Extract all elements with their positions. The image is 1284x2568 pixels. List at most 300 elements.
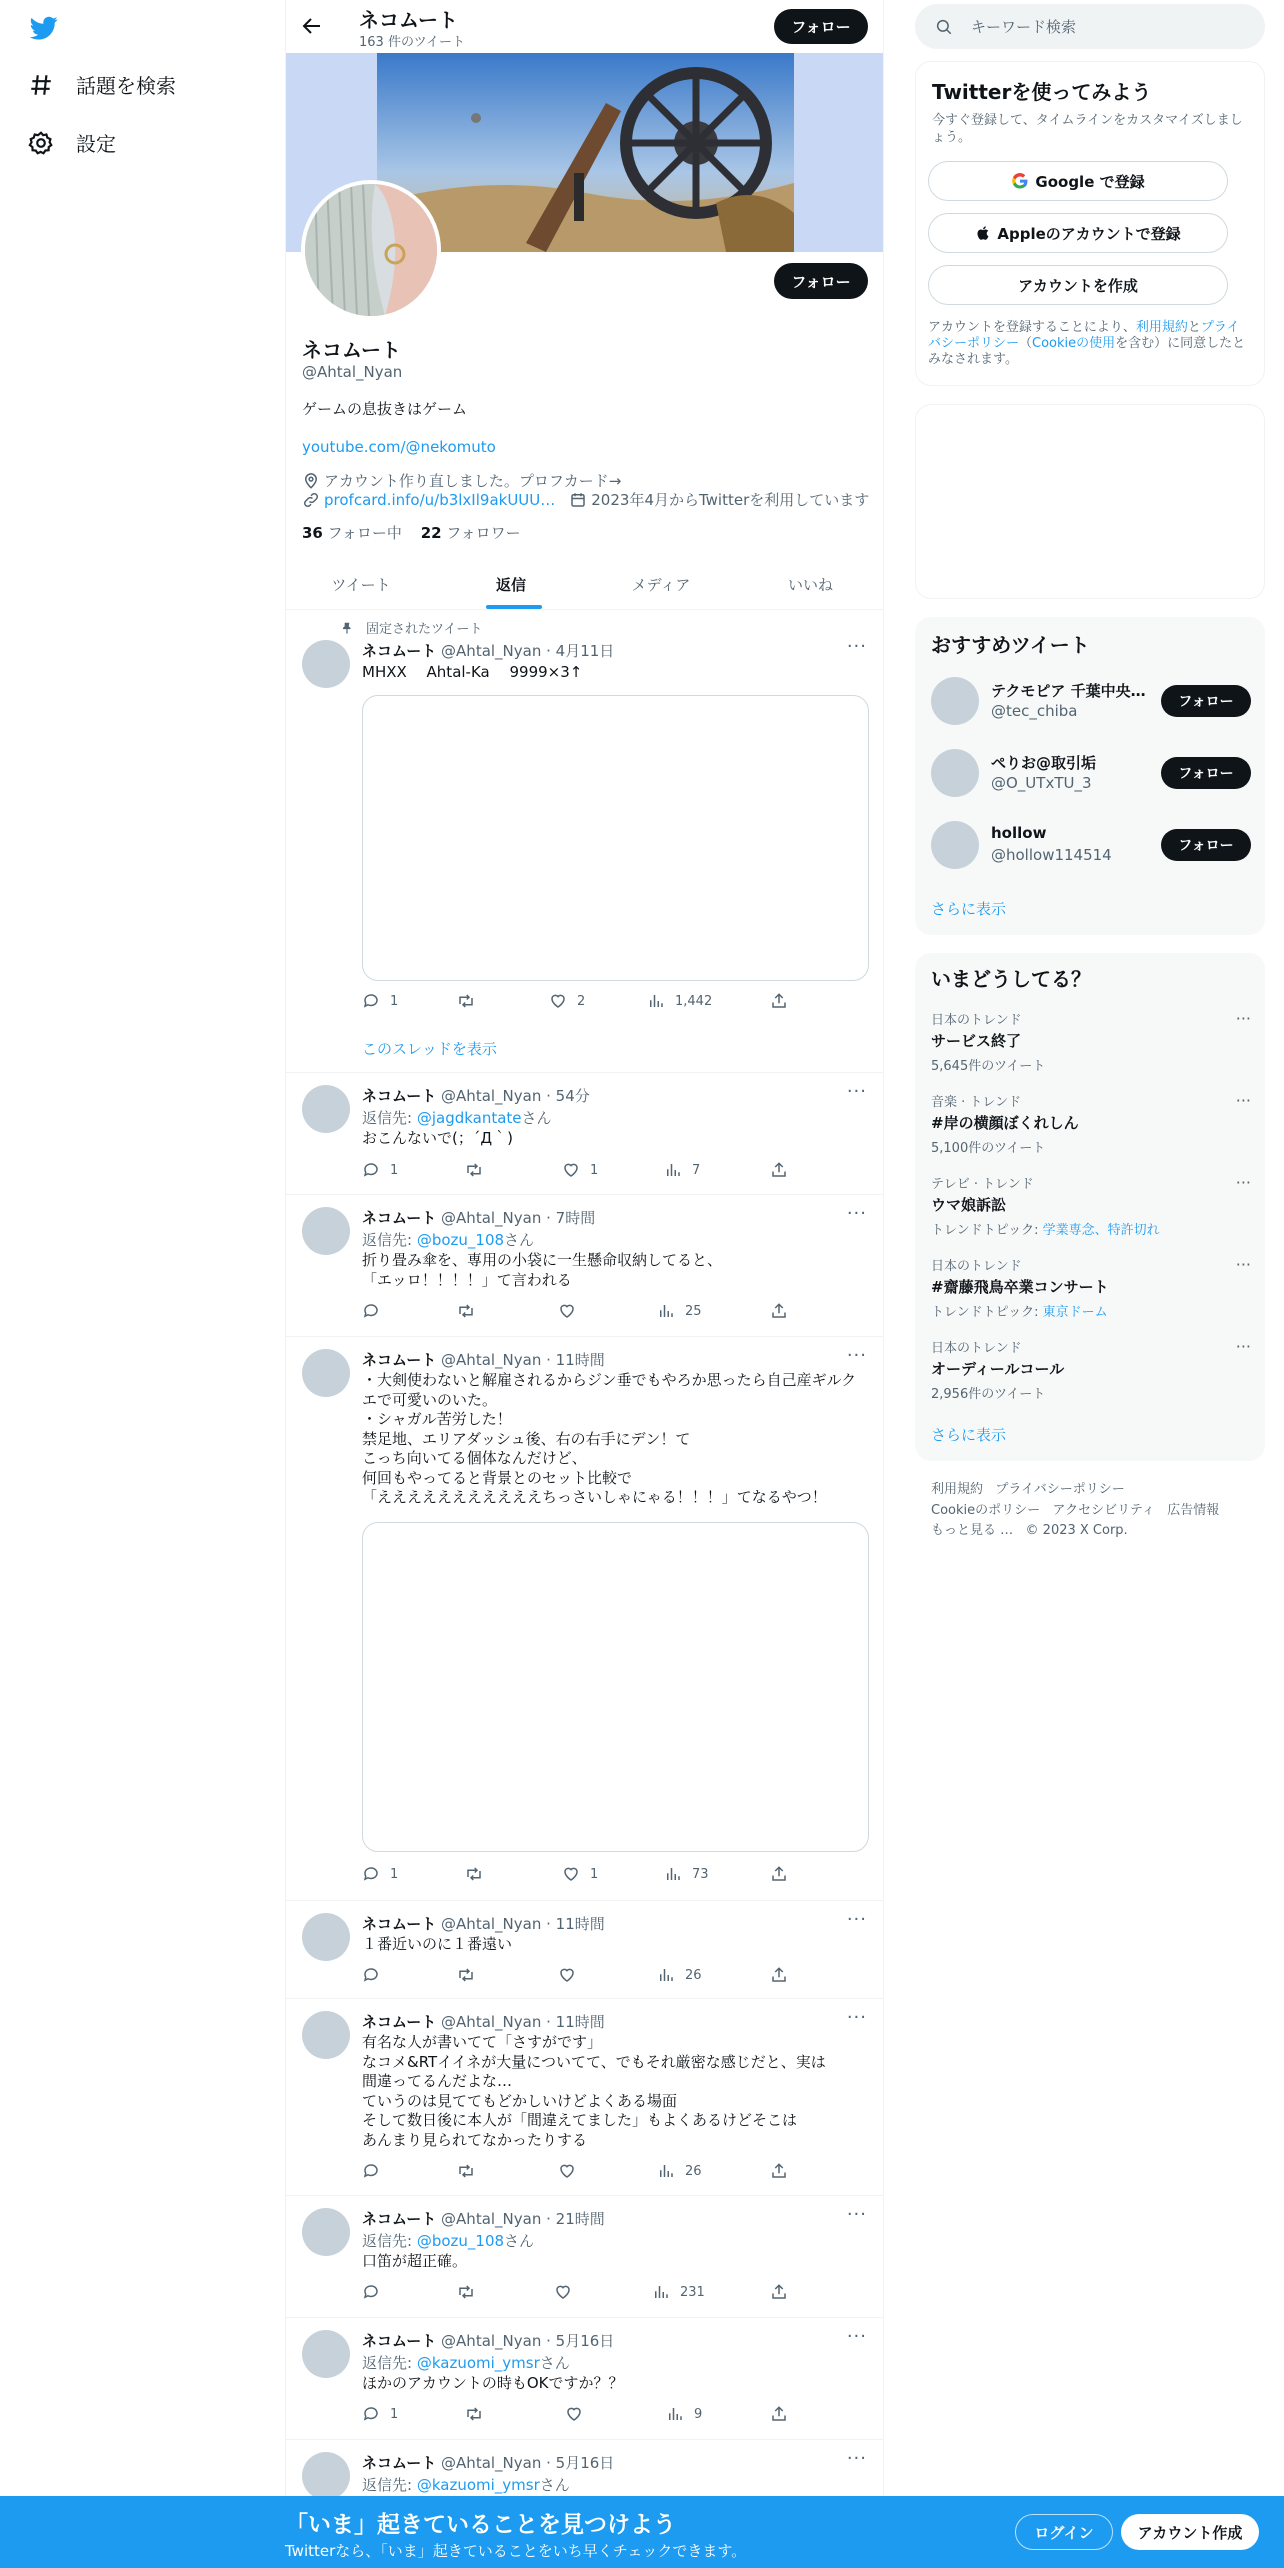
header-follow-button[interactable]: フォロー [774, 9, 868, 44]
like-button[interactable] [565, 2405, 593, 2423]
more-options-icon[interactable]: ··· [1235, 1337, 1251, 1356]
views-button[interactable] [657, 2162, 702, 2180]
tweet-text: MHXX Ahtal-Ka 9999×3↑ [362, 663, 583, 681]
tweet-author[interactable]: ネコムート [362, 1915, 437, 1933]
heart-icon [558, 1302, 576, 1320]
pinned-text: 固定されたツイート [366, 622, 483, 637]
analytics-icon [657, 1302, 675, 1320]
retweet-button[interactable] [456, 1302, 486, 1320]
apple-icon [975, 224, 991, 242]
heart-icon [554, 2283, 572, 2301]
trend-item[interactable] [931, 1009, 1251, 1074]
legal-text-3: （ [1019, 336, 1033, 351]
trends-card [915, 953, 1265, 1461]
followers-count: 22 [420, 524, 442, 542]
reply-to-handle[interactable]: @kazuomi_ymsr [416, 2476, 540, 2494]
share-button[interactable] [770, 1865, 798, 1883]
tweet-author[interactable]: ネコムート [362, 642, 437, 660]
tweet-meta: @Ahtal_Nyan · 5月16日 [441, 2454, 615, 2472]
footer-cookie[interactable]: Cookieのポリシー [931, 1503, 1041, 1518]
footer-accessibility[interactable]: アクセシビリティ [1052, 1503, 1155, 1518]
trend-item[interactable] [931, 1173, 1251, 1238]
heart-icon [558, 1966, 576, 1984]
heart-icon [562, 1865, 580, 1883]
gear-icon [28, 130, 54, 156]
retweet-icon [456, 992, 476, 1010]
tweet-item[interactable] [286, 1901, 884, 1999]
tweet-author[interactable]: ネコムート [362, 2210, 437, 2228]
signup-title: Twitterを使ってみよう [932, 80, 1152, 104]
more-options-icon[interactable]: ··· [846, 2326, 867, 2347]
reply-context [362, 2230, 534, 2251]
left-nav [0, 0, 285, 2568]
reply-to-handle[interactable]: @kazuomi_ymsr [416, 2354, 540, 2372]
recommended-user-name: テクモピア 千葉中央… [991, 682, 1146, 700]
share-icon [770, 1865, 788, 1883]
share-button[interactable] [770, 2283, 798, 2301]
profile-follow-button[interactable]: フォロー [774, 263, 868, 299]
tweet-author[interactable]: ネコムート [362, 1087, 437, 1105]
tweet-text: １番近いのに１番遠い [362, 1935, 513, 1953]
legal-text-2: と [1187, 320, 1201, 335]
view-count: 73 [692, 1866, 709, 1882]
legal-text-1: アカウントを登録することにより、 [928, 320, 1136, 335]
retweet-button[interactable] [456, 992, 486, 1010]
tab-tweets[interactable]: ツイート [331, 575, 391, 594]
avatar[interactable] [931, 821, 979, 869]
tweet-header [362, 1913, 605, 1934]
analytics-icon [664, 1865, 682, 1883]
heart-icon [558, 2162, 576, 2180]
avatar[interactable] [302, 2208, 350, 2256]
trend-related-links[interactable]: 東京ドーム [1042, 1305, 1108, 1320]
tweet-item[interactable] [286, 1337, 884, 1901]
tweet-actions [362, 2405, 792, 2425]
tweet-text: ほかのアカウントの時もOKですか？？ [362, 2374, 624, 2392]
retweet-icon [456, 1302, 476, 1320]
trend-related-label: トレンドトピック: [931, 1305, 1043, 1320]
more-options-icon[interactable]: ··· [846, 1909, 867, 1930]
reply-button[interactable] [362, 1161, 398, 1179]
tweet-header [362, 2208, 605, 2229]
recommended-title: おすすめツイート [931, 633, 1090, 657]
footer-more[interactable]: もっと見る … [931, 1523, 1014, 1538]
more-options-icon[interactable]: ··· [1235, 1009, 1251, 1028]
heart-icon [549, 992, 567, 1010]
signup-button[interactable]: アカウント作成 [1121, 2514, 1259, 2550]
reply-prefix: 返信先: [362, 1109, 417, 1127]
reply-context [362, 2352, 570, 2373]
share-button[interactable] [770, 2405, 798, 2423]
signup-legal [928, 320, 1248, 368]
tweet-actions [362, 1161, 792, 1181]
tweet-header [362, 2011, 605, 2032]
share-icon [770, 2283, 788, 2301]
share-icon [770, 2162, 788, 2180]
tweet-meta: @Ahtal_Nyan · 7時間 [441, 1209, 596, 1227]
reply-icon [362, 2283, 380, 2301]
views-button[interactable] [647, 992, 712, 1010]
tweet-meta: @Ahtal_Nyan · 11時間 [441, 1915, 605, 1933]
profile-location-text: アカウント作り直しました。プロフカード→ [324, 472, 622, 490]
reply-count: 1 [390, 993, 399, 1009]
share-button[interactable] [770, 1966, 798, 1984]
trend-related [931, 1301, 1251, 1320]
recommended-card [915, 617, 1265, 935]
recommended-user-name: ぺりお@取引垢 [991, 754, 1097, 772]
analytics-icon [657, 1966, 675, 1984]
view-count: 1,442 [675, 993, 713, 1009]
profile-meta-row [302, 489, 869, 510]
pin-icon [340, 621, 354, 635]
trend-context: 日本のトレンド [931, 1013, 1022, 1028]
profile-tabs [286, 558, 884, 610]
share-icon [770, 2405, 788, 2423]
retweet-button[interactable] [464, 1161, 494, 1179]
heart-icon [565, 2405, 583, 2423]
nav-explore-label: 話題を検索 [76, 74, 176, 98]
profile-column [285, 0, 884, 2568]
more-options-icon[interactable]: ··· [1235, 1091, 1251, 1110]
tweet-author[interactable]: ネコムート [362, 1209, 437, 1227]
retweet-icon [456, 2283, 476, 2301]
reply-prefix: 返信先: [362, 2354, 417, 2372]
share-button[interactable] [770, 2162, 798, 2180]
trend-count: 5,645件のツイート [931, 1059, 1046, 1074]
footer-privacy[interactable]: プライバシーポリシー [995, 1482, 1125, 1497]
tweet-item[interactable] [286, 1195, 884, 1337]
recommended-show-more[interactable]: さらに表示 [931, 900, 1007, 918]
more-options-icon[interactable]: ··· [846, 636, 867, 657]
avatar[interactable] [931, 677, 979, 725]
retweet-icon [464, 2405, 484, 2423]
like-button[interactable] [562, 1161, 598, 1179]
reply-prefix: 返信先: [362, 2476, 417, 2494]
more-options-icon[interactable]: ··· [1235, 1255, 1251, 1274]
views-button[interactable] [666, 2405, 702, 2423]
google-signup-button[interactable] [928, 161, 1228, 201]
profile-bio-link[interactable]: youtube.com/@nekomuto [302, 438, 496, 456]
recommended-user-handle: @tec_chiba [991, 702, 1078, 720]
reply-count: 1 [390, 2406, 399, 2422]
reply-prefix: 返信先: [362, 1231, 417, 1249]
retweet-button[interactable] [464, 2405, 494, 2423]
search-icon [935, 18, 953, 36]
reply-context [362, 1107, 552, 1128]
share-icon [770, 1161, 788, 1179]
share-button[interactable] [770, 1161, 798, 1179]
recommended-user-handle: @O_UTxTU_3 [991, 774, 1092, 792]
trend-topic: サービス終了 [931, 1032, 1022, 1050]
reply-button[interactable] [362, 1302, 390, 1320]
trend-related-links[interactable]: 学業専念、特許切れ [1042, 1223, 1160, 1238]
tweet-meta: @Ahtal_Nyan · 54分 [441, 1087, 590, 1105]
reply-button[interactable] [362, 2283, 390, 2301]
share-icon [770, 992, 788, 1010]
tweet-text: 口笛が超正確。 [362, 2252, 468, 2270]
reply-count: 1 [390, 1866, 399, 1882]
reply-suffix: さん [539, 2354, 570, 2372]
trend-topic: オーディールコール [931, 1360, 1065, 1378]
reply-to-handle[interactable]: @bozu_108 [416, 1231, 505, 1249]
avatar[interactable] [302, 1913, 350, 1961]
trend-item[interactable] [931, 1337, 1251, 1402]
retweet-button[interactable] [456, 2162, 486, 2180]
trend-item[interactable] [931, 1091, 1251, 1156]
active-tab-indicator [486, 605, 542, 609]
apple-signup-button[interactable] [928, 213, 1228, 253]
followers-link[interactable] [421, 524, 521, 542]
reply-to-handle[interactable]: @bozu_108 [416, 2232, 505, 2250]
search-input[interactable]: キーワード検索 [971, 18, 1077, 36]
profile-name: ネコムート [302, 338, 401, 362]
like-count: 1 [590, 1866, 599, 1882]
tweet-meta: @Ahtal_Nyan · 11時間 [441, 2013, 605, 2031]
tweet-item[interactable] [286, 1073, 884, 1195]
trend-context: 音楽 · トレンド [931, 1095, 1022, 1110]
reply-suffix: さん [521, 1109, 552, 1127]
tweet-item[interactable] [286, 2318, 884, 2440]
trend-context: 日本のトレンド [931, 1259, 1022, 1274]
reply-suffix: さん [539, 2476, 570, 2494]
tweet-text: おこんないで(；´Д｀) [362, 1129, 513, 1147]
follow-button[interactable]: フォロー [1161, 829, 1251, 861]
analytics-icon [664, 1161, 682, 1179]
back-arrow-icon[interactable] [300, 14, 324, 42]
view-count: 26 [685, 1967, 702, 1983]
tab-replies[interactable]: 返信 [495, 575, 526, 594]
reply-prefix: 返信先: [362, 2232, 417, 2250]
more-options-icon[interactable]: ··· [1235, 1173, 1251, 1192]
nav-settings-label: 設定 [76, 132, 116, 156]
views-button[interactable] [664, 1865, 709, 1883]
tweet-text: 有名な人が書いてて「さすがです」 なコメ&RTイイネが大量についてて、でもそれ厳密な感じだと、実は 間違ってるんだよな… ていうのは見ててもどかしいけどよくある場面 そして数日後に本人が「間違えてました」もよくあるけどそこは あんまり見られてなかったりする [362, 2033, 826, 2149]
retweet-button[interactable] [456, 2283, 486, 2301]
footer-row-1 [931, 1478, 1125, 1497]
reply-icon [362, 2162, 380, 2180]
reply-icon [362, 992, 380, 1010]
footer-row-3 [931, 1519, 1128, 1538]
reply-to-handle[interactable]: @jagdkantate [416, 1109, 522, 1127]
avatar[interactable] [302, 2452, 350, 2500]
signup-card [915, 61, 1265, 386]
tweet-media[interactable] [362, 1522, 869, 1852]
tab-likes[interactable]: いいね [787, 575, 833, 594]
avatar[interactable] [302, 2330, 350, 2378]
profile-joined: 2023年4月からTwitterを利用しています [591, 491, 870, 509]
tab-media[interactable]: メディア [631, 575, 691, 594]
retweet-button[interactable] [456, 1966, 486, 1984]
recommended-user[interactable] [931, 749, 1251, 797]
avatar[interactable] [302, 640, 350, 688]
follow-button[interactable]: フォロー [1161, 685, 1251, 717]
retweet-button[interactable] [464, 1865, 494, 1883]
profile-bio: ゲームの息抜きはゲーム [302, 400, 468, 418]
recommended-user[interactable] [931, 677, 1251, 725]
footer-terms[interactable]: 利用規約 [931, 1482, 984, 1497]
tweet-actions [362, 992, 792, 1012]
tweet-item[interactable] [286, 610, 884, 1073]
analytics-icon [666, 2405, 684, 2423]
reply-button[interactable] [362, 2162, 390, 2180]
trend-topic: #齋藤飛鳥卒業コンサート [931, 1278, 1109, 1296]
avatar[interactable] [302, 2011, 350, 2059]
footer-ads[interactable]: 広告情報 [1167, 1503, 1220, 1518]
legal-privacy-link[interactable]: プライバシーポリシー [928, 320, 1240, 351]
avatar[interactable] [302, 1207, 350, 1255]
like-button[interactable] [549, 992, 585, 1010]
view-count: 25 [685, 1303, 702, 1319]
nav-settings[interactable] [28, 128, 116, 157]
tweet-author[interactable]: ネコムート [362, 1351, 437, 1369]
location-pin-icon [302, 472, 320, 490]
like-count: 1 [590, 1162, 599, 1178]
follow-button[interactable]: フォロー [1161, 757, 1251, 789]
tweet-actions [362, 2162, 792, 2182]
trend-topic: #岸の横顔ぼくれしん [931, 1114, 1079, 1132]
tweet-header [362, 640, 614, 661]
reply-button[interactable] [362, 1865, 398, 1883]
like-button[interactable] [558, 1966, 586, 1984]
analytics-icon [652, 2283, 670, 2301]
reply-icon [362, 1865, 380, 1883]
nav-explore[interactable] [28, 70, 176, 99]
footer-row-2 [931, 1499, 1219, 1518]
reply-button[interactable] [362, 2405, 398, 2423]
tweet-meta: @Ahtal_Nyan · 11時間 [441, 1351, 605, 1369]
search-bar[interactable] [915, 4, 1265, 49]
heart-icon [562, 1161, 580, 1179]
reply-button[interactable] [362, 1966, 390, 1984]
views-button[interactable] [664, 1161, 700, 1179]
show-thread-link[interactable]: このスレッドを表示 [362, 1040, 497, 1058]
trend-item[interactable] [931, 1255, 1251, 1320]
legal-text-4: を含む）に同意したとみなされます。 [928, 336, 1246, 367]
legal-cookie-link[interactable]: Cookieの使用 [1032, 336, 1116, 351]
reply-suffix: さん [504, 1231, 535, 1249]
twitter-logo-icon[interactable] [28, 14, 60, 46]
like-button[interactable] [562, 1865, 598, 1883]
profile-avatar[interactable] [301, 180, 441, 320]
tweet-actions [362, 1865, 792, 1885]
reply-icon [362, 1966, 380, 1984]
like-button[interactable] [554, 2283, 582, 2301]
link-icon [302, 491, 320, 509]
tweet-actions [362, 1966, 792, 1986]
tweet-meta: @Ahtal_Nyan · 4月11日 [441, 642, 615, 660]
tweet-media[interactable] [362, 695, 869, 981]
tweet-text: ・大剣使わないと解雇されるからジン垂でもやろか思ったら自己産ギルク エで可愛いのいた。 ・シャガル苦労した！ 禁足地、エリアダッシュ後、右の右手にデン！て こっち向いてる個体なんだけど、 何回もやってると背景とのセット比較で 「えええええええええええちっさいしゃにゃる！！！」てなるやつ！ [362, 1371, 857, 1506]
retweet-icon [464, 1161, 484, 1179]
profile-header-bar [286, 0, 884, 53]
retweet-icon [456, 1966, 476, 1984]
avatar[interactable] [931, 749, 979, 797]
create-account-button[interactable]: アカウントを作成 [928, 265, 1228, 305]
trend-context: テレビ · トレンド [931, 1177, 1034, 1192]
tweet-item[interactable] [286, 1999, 884, 2196]
recommended-user[interactable] [931, 821, 1251, 869]
retweet-icon [464, 1865, 484, 1883]
followers-label: フォロワー [446, 524, 521, 542]
view-count: 231 [680, 2284, 705, 2300]
views-button[interactable] [657, 1302, 702, 1320]
tweet-text: 折り畳み傘を、専用の小袋に一生懸命収納してると、 「エッロ！！！！」て言われる [362, 1251, 723, 1289]
tweet-header [362, 2330, 614, 2351]
trends-show-more[interactable]: さらに表示 [931, 1426, 1007, 1444]
views-button[interactable] [652, 2283, 705, 2301]
more-options-icon[interactable]: ··· [846, 1081, 867, 1102]
analytics-icon [657, 2162, 675, 2180]
tweet-actions [362, 2283, 792, 2303]
view-count: 26 [685, 2163, 702, 2179]
share-icon [770, 1302, 788, 1320]
tweet-header [362, 2452, 614, 2473]
trend-related [931, 1219, 1251, 1238]
more-options-icon[interactable]: ··· [846, 1345, 867, 1366]
trends-title: いまどうしてる？ [931, 967, 1091, 991]
follow-counts [302, 522, 521, 543]
tweet-header [362, 1085, 590, 1106]
trend-topic: ウマ娘訴訟 [931, 1196, 1007, 1214]
more-options-icon[interactable]: ··· [846, 1203, 867, 1224]
reply-count: 1 [390, 1162, 399, 1178]
trend-related-label: トレンドトピック: [931, 1223, 1043, 1238]
profile-url[interactable]: profcard.info/u/b3lxIl9akUUU… [324, 490, 556, 509]
reply-context [362, 2474, 570, 2495]
view-count: 7 [692, 1162, 701, 1178]
share-button[interactable] [770, 1302, 798, 1320]
bottom-bar-title: 「いま」起きていることを見つけよう [285, 2512, 676, 2538]
views-button[interactable] [657, 1966, 702, 1984]
following-link[interactable] [302, 524, 402, 542]
tweet-item[interactable] [286, 2196, 884, 2318]
tweet-author[interactable]: ネコムート [362, 2013, 437, 2031]
reply-button[interactable] [362, 992, 398, 1010]
view-count: 9 [694, 2406, 703, 2422]
avatar[interactable] [302, 1349, 350, 1397]
legal-terms-link[interactable]: 利用規約 [1135, 320, 1188, 335]
more-options-icon[interactable]: ··· [846, 2007, 867, 2028]
empty-widget [915, 404, 1265, 599]
hashtag-icon [28, 72, 54, 98]
reply-suffix: さん [504, 2232, 535, 2250]
tweet-meta: @Ahtal_Nyan · 21時間 [441, 2210, 605, 2228]
trend-count: 2,956件のツイート [931, 1387, 1046, 1402]
tweet-header [362, 1349, 605, 1370]
reply-icon [362, 1302, 380, 1320]
calendar-icon [569, 491, 587, 509]
more-options-icon[interactable]: ··· [846, 2204, 867, 2225]
login-button[interactable]: ログイン [1015, 2514, 1113, 2550]
reply-icon [362, 1161, 380, 1179]
tweet-meta: @Ahtal_Nyan · 5月16日 [441, 2332, 615, 2350]
share-button[interactable] [770, 992, 798, 1010]
header-tweet-count: 163 件のツイート [359, 35, 466, 50]
footer-copyright: © 2023 X Corp. [1025, 1523, 1128, 1538]
avatar[interactable] [302, 1085, 350, 1133]
tweet-author[interactable]: ネコムート [362, 2454, 437, 2472]
google-signup-label: Google で登録 [1035, 172, 1145, 191]
more-options-icon[interactable]: ··· [846, 2448, 867, 2469]
trend-context: 日本のトレンド [931, 1341, 1022, 1356]
following-count: 36 [302, 524, 323, 542]
like-count: 2 [577, 993, 586, 1009]
like-button[interactable] [558, 2162, 586, 2180]
reply-context [362, 1229, 534, 1250]
like-button[interactable] [558, 1302, 586, 1320]
tweet-author[interactable]: ネコムート [362, 2332, 437, 2350]
share-icon [770, 1966, 788, 1984]
